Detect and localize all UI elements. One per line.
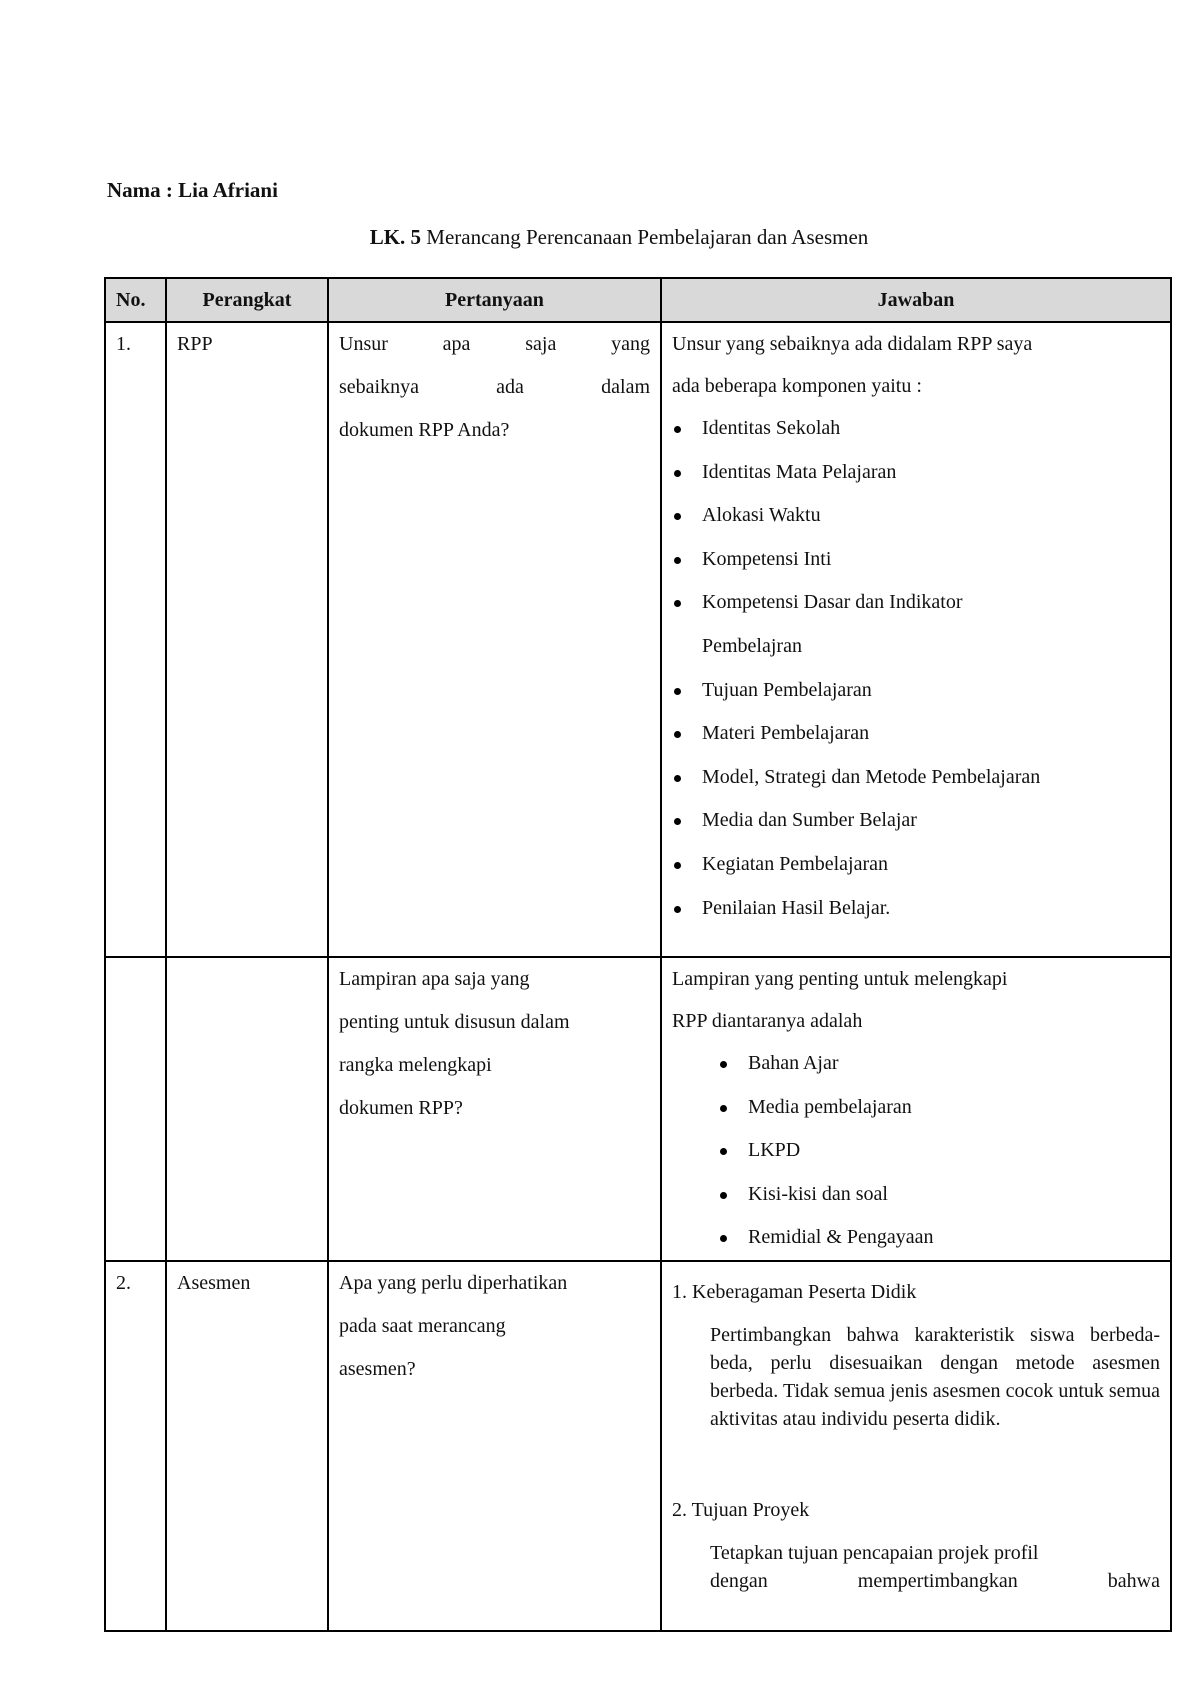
list-item: Penilaian Hasil Belajar. [672, 887, 1160, 931]
question-line: Unsur apa saja yang [339, 333, 650, 355]
answer-lead-line: Unsur yang sebaiknya ada didalam RPP saya [672, 333, 1033, 355]
list-item: Kompetensi Inti [672, 538, 1160, 582]
list-item: Identitas Sekolah [672, 407, 1160, 451]
cell-perangkat: RPP [166, 322, 328, 957]
text-line: dengan mempertimbangkan bahwa [710, 1569, 1160, 1592]
answer-list [672, 407, 1160, 930]
header-jawaban: Jawaban [661, 278, 1171, 322]
header-no: No. [105, 278, 166, 322]
question-line: Lampiran apa saja yang [339, 968, 530, 990]
table-header-row [105, 278, 1171, 322]
list-item: Kisi-kisi dan soal [672, 1173, 1160, 1217]
cell-pertanyaan [328, 322, 661, 957]
table-row [105, 1261, 1171, 1631]
question-line: dokumen RPP Anda? [339, 419, 510, 441]
answer-lead-line: ada beberapa komponen yaitu : [672, 375, 922, 397]
cell-no: 2. [105, 1261, 166, 1631]
cell-pertanyaan [328, 957, 661, 1261]
question-line: asesmen? [339, 1357, 416, 1380]
numbered-item-text: Pertimbangkan bahwa karakteristik siswa berbeda-beda, perlu disesuaikan dengan metode asesmen berbeda. Tidak semua jenis asesmen cocok untuk semua aktivitas atau individu peserta didik. [710, 1323, 1160, 1430]
header-pertanyaan: Pertanyaan [328, 278, 661, 322]
cell-no: 1. [105, 322, 166, 957]
numbered-item-title: 2. Tujuan Proyek [672, 1498, 810, 1521]
table-row [105, 957, 1171, 1261]
question-line: dokumen RPP? [339, 1097, 463, 1119]
list-item: Kegiatan Pembelajaran [672, 843, 1160, 887]
list-item: Bahan Ajar [672, 1042, 1160, 1086]
table-row [105, 322, 1171, 957]
list-item: Remidial & Pengayaan [672, 1216, 1160, 1260]
list-item: Media pembelajaran [672, 1086, 1160, 1130]
answer-list [672, 1042, 1160, 1260]
title-text: Merancang Perencanaan Pembelajaran dan Asesmen [421, 225, 869, 249]
cell-jawaban [661, 322, 1171, 957]
answer-lead-line: Lampiran yang penting untuk melengkapi [672, 968, 1008, 990]
cell-perangkat: Asesmen [166, 1261, 328, 1631]
cell-jawaban [661, 1261, 1171, 1631]
list-item: Kompetensi Dasar dan Indikator Pembelajran [672, 581, 1022, 668]
list-item: Tujuan Pembelajaran [672, 669, 1160, 713]
list-item: Materi Pembelajaran [672, 712, 1160, 756]
cell-jawaban [661, 957, 1171, 1261]
question-line: penting untuk disusun dalam [339, 1011, 570, 1033]
question-line: Apa yang perlu diperhatikan [339, 1271, 568, 1294]
document-title [0, 225, 1200, 250]
answer-lead-line: RPP diantaranya adalah [672, 1010, 863, 1032]
cell-pertanyaan [328, 1261, 661, 1631]
worksheet-table [104, 277, 1172, 1632]
list-item: Model, Strategi dan Metode Pembelajaran [672, 756, 1160, 800]
list-item: Alokasi Waktu [672, 494, 1160, 538]
title-code: LK. 5 [369, 225, 422, 249]
text-line: Tetapkan tujuan pencapaian projek profil [710, 1541, 1039, 1564]
student-name: Nama : Lia Afriani [107, 178, 278, 202]
cell-perangkat [166, 957, 328, 1261]
numbered-item-title: 1. Keberagaman Peserta Didik [672, 1280, 917, 1303]
list-item: LKPD [672, 1129, 1160, 1173]
list-item: Media dan Sumber Belajar [672, 799, 1160, 843]
question-line: sebaiknya ada dalam [339, 376, 650, 398]
cell-no [105, 957, 166, 1261]
numbered-item-text [710, 1539, 1160, 1595]
list-item: Identitas Mata Pelajaran [672, 451, 1160, 495]
question-line: pada saat merancang [339, 1314, 506, 1337]
header-perangkat: Perangkat [166, 278, 328, 322]
question-line: rangka melengkapi [339, 1054, 492, 1076]
